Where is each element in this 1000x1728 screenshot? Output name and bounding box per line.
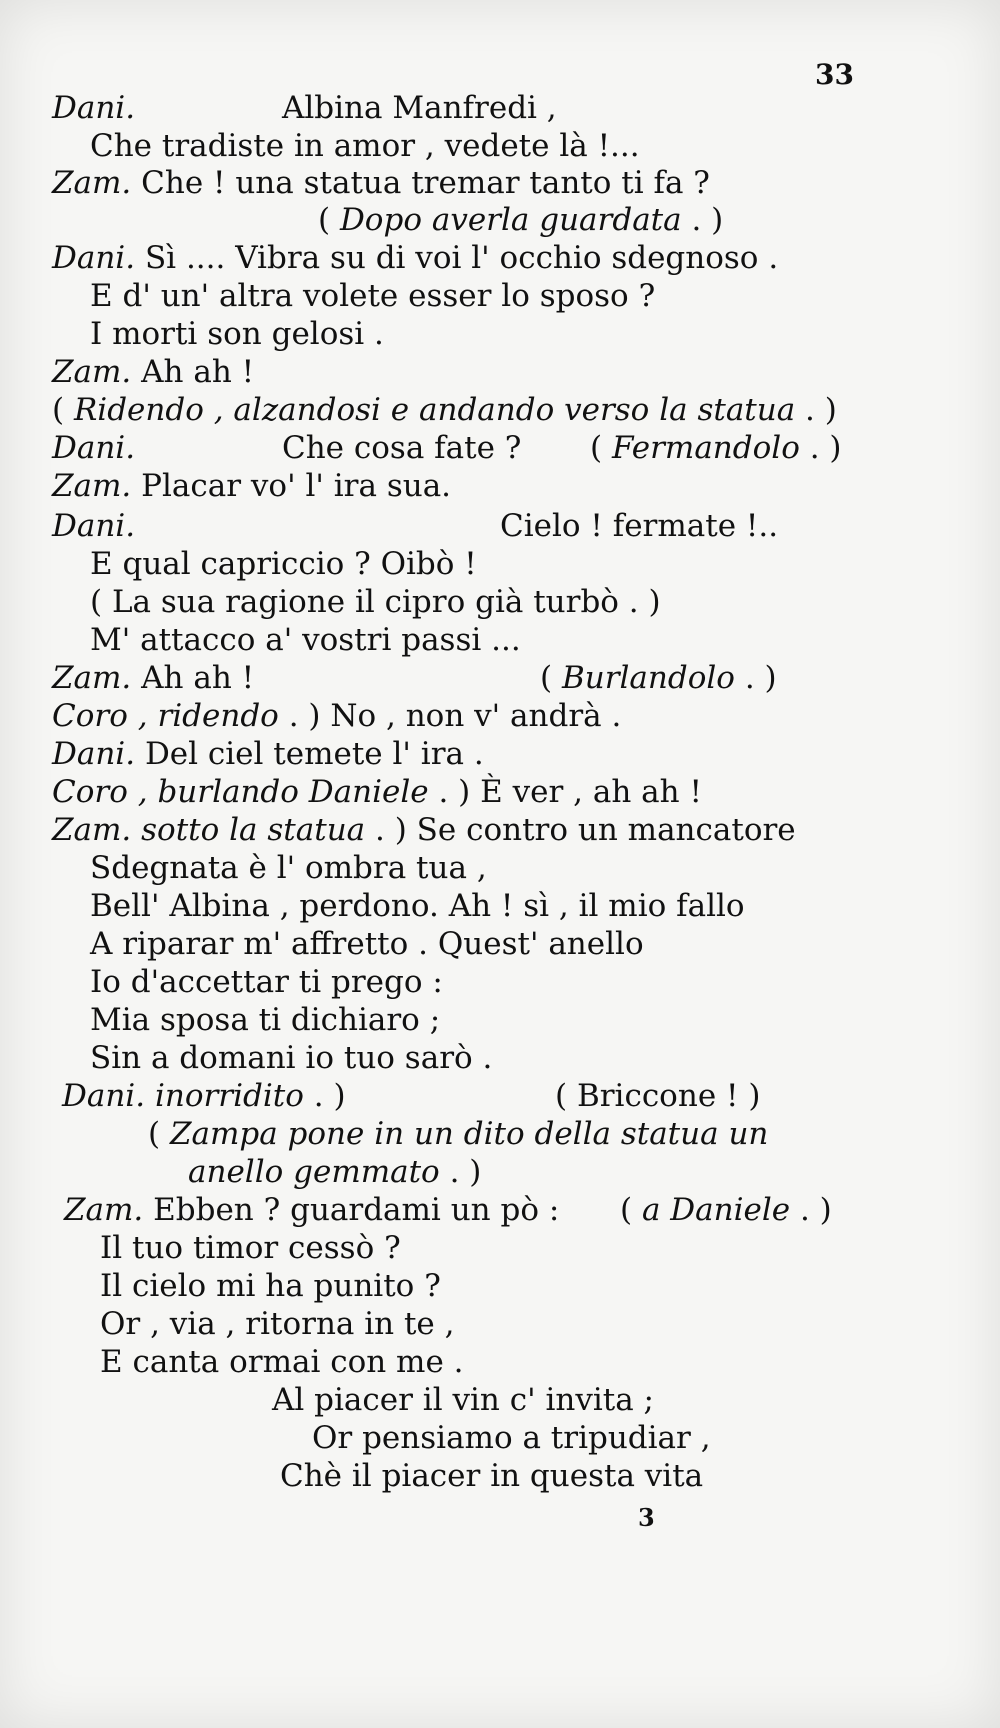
text-line <box>90 1000 440 1040</box>
text-line <box>100 1304 455 1344</box>
text-line <box>280 1456 703 1496</box>
text-line <box>90 924 644 964</box>
stage-direction: burlando Daniele <box>157 774 429 810</box>
text-line <box>52 658 254 698</box>
text-line <box>90 962 443 1002</box>
page-number: 33 <box>815 58 854 91</box>
stage-direction: inorridito <box>154 1078 304 1114</box>
verse-text: Ah ah ! <box>141 660 255 696</box>
signature-mark: 3 <box>638 1503 655 1532</box>
verse-text: A riparar m' affretto . Quest' anello <box>90 926 644 962</box>
stage-direction: ridendo <box>157 698 279 734</box>
text-line <box>100 1228 401 1268</box>
verse-text: Or pensiamo a tripudiar , <box>312 1420 711 1456</box>
text-line <box>52 428 135 468</box>
text-line <box>90 544 477 584</box>
verse-text: Che ! una statua tremar tanto ti fa ? <box>141 165 710 201</box>
speaker-label: Zam. <box>64 1192 144 1228</box>
text-line <box>90 126 640 166</box>
verse-text: Ah ah ! <box>141 354 255 390</box>
text-line <box>52 466 451 506</box>
speaker-label: Dani. <box>52 90 136 126</box>
text-line <box>90 1038 492 1078</box>
text-line <box>100 1342 464 1382</box>
text-line <box>52 352 254 392</box>
verse-text: Sdegnata è l' ombra tua , <box>90 850 487 886</box>
speaker-label: Dani. <box>52 430 136 466</box>
text-line <box>282 428 521 468</box>
text-line <box>90 582 661 622</box>
stage-direction: sotto la statua <box>141 812 366 848</box>
verse-text: Mia sposa ti dichiaro ; <box>90 1002 441 1038</box>
verse-text: Al piacer il vin c' invita ; <box>272 1382 654 1418</box>
speaker-label: Zam. <box>52 468 132 504</box>
text-line <box>52 163 710 203</box>
text-line <box>64 1190 559 1230</box>
verse-text: M' attacco a' vostri passi ... <box>90 622 521 658</box>
text-line: Dani. inorridito . ) <box>62 1078 346 1114</box>
text-line <box>282 88 557 128</box>
verse-text: . ) È ver , ah ah ! <box>428 774 702 810</box>
speaker-label: Coro , <box>52 774 148 810</box>
stage-direction: ( a Daniele . ) <box>620 1192 832 1228</box>
verse-text: Albina Manfredi , <box>282 90 557 126</box>
verse-text: E canta ormai con me . <box>100 1344 464 1380</box>
verse-text: Che tradiste in amor , vedete là !... <box>90 128 640 164</box>
stage-direction: ( Dopo averla guardata . ) <box>318 202 724 238</box>
text-line <box>52 238 778 278</box>
text-line <box>555 1076 760 1116</box>
speaker-label: Zam. <box>52 660 132 696</box>
verse-text: Io d'accettar ti prego : <box>90 964 443 1000</box>
verse-text: Che cosa fate ? <box>282 430 522 466</box>
text-line <box>52 696 621 736</box>
text-line <box>90 620 521 660</box>
speaker-label: Dani. <box>62 1078 146 1114</box>
text-line <box>52 88 135 128</box>
verse-text: Sì .... Vibra su di voi l' occhio sdegnoso . <box>144 240 779 276</box>
speaker-label: Zam. <box>52 165 132 201</box>
speaker-label: Coro , <box>52 698 148 734</box>
verse-text: Bell' Albina , perdono. Ah ! sì , il mio fallo <box>90 888 745 924</box>
stage-direction: ( Fermandolo . ) <box>590 430 842 466</box>
text-line <box>312 1418 711 1458</box>
stage-direction: ( Zampa pone in un dito della statua un <box>148 1116 769 1152</box>
verse-text: ( La sua ragione il cipro già turbò . ) <box>90 584 661 620</box>
verse-text: I morti son gelosi . <box>90 316 384 352</box>
verse-text: Cielo ! fermate !.. <box>500 508 779 544</box>
verse-text: Il cielo mi ha punito ? <box>100 1268 441 1304</box>
text-line <box>52 810 796 850</box>
text-line <box>52 772 702 812</box>
stage-direction: ( Burlandolo . ) <box>540 660 777 696</box>
text-line <box>272 1380 654 1420</box>
verse-text: . ) Se contro un mancatore <box>365 812 796 848</box>
verse-text: Or , via , ritorna in te , <box>100 1306 455 1342</box>
verse-text: Sin a domani io tuo sarò . <box>90 1040 493 1076</box>
verse-text: ( Briccone ! ) <box>555 1078 761 1114</box>
speaker-label: Dani. <box>52 240 136 276</box>
stage-direction: ( Ridendo , alzandosi e andando verso la statua . ) <box>52 392 837 428</box>
speaker-label: Dani. <box>52 508 136 544</box>
text-line <box>90 276 655 316</box>
text-line <box>52 734 484 774</box>
text-line <box>90 848 487 888</box>
verse-text: Chè il piacer in questa vita <box>280 1458 704 1494</box>
verse-text: Il tuo timor cessò ? <box>100 1230 401 1266</box>
speaker-label: Dani. <box>52 736 136 772</box>
verse-text: Placar vo' l' ira sua. <box>141 468 452 504</box>
verse-text: E d' un' altra volete esser lo sposo ? <box>90 278 656 314</box>
speaker-label: Zam. <box>52 354 132 390</box>
speaker-label: Zam. <box>52 812 132 848</box>
text-line <box>90 886 745 926</box>
text-line <box>90 314 384 354</box>
verse-text: . ) No , non v' andrà . <box>278 698 622 734</box>
text-line <box>500 506 778 546</box>
stage-direction: anello gemmato . ) <box>188 1154 482 1190</box>
verse-text: Ebben ? guardami un pò : <box>153 1192 560 1228</box>
verse-text: E qual capriccio ? Oibò ! <box>90 546 477 582</box>
text-line <box>100 1266 441 1306</box>
text-line <box>52 506 135 546</box>
verse-text: Del ciel temete l' ira . <box>144 736 484 772</box>
